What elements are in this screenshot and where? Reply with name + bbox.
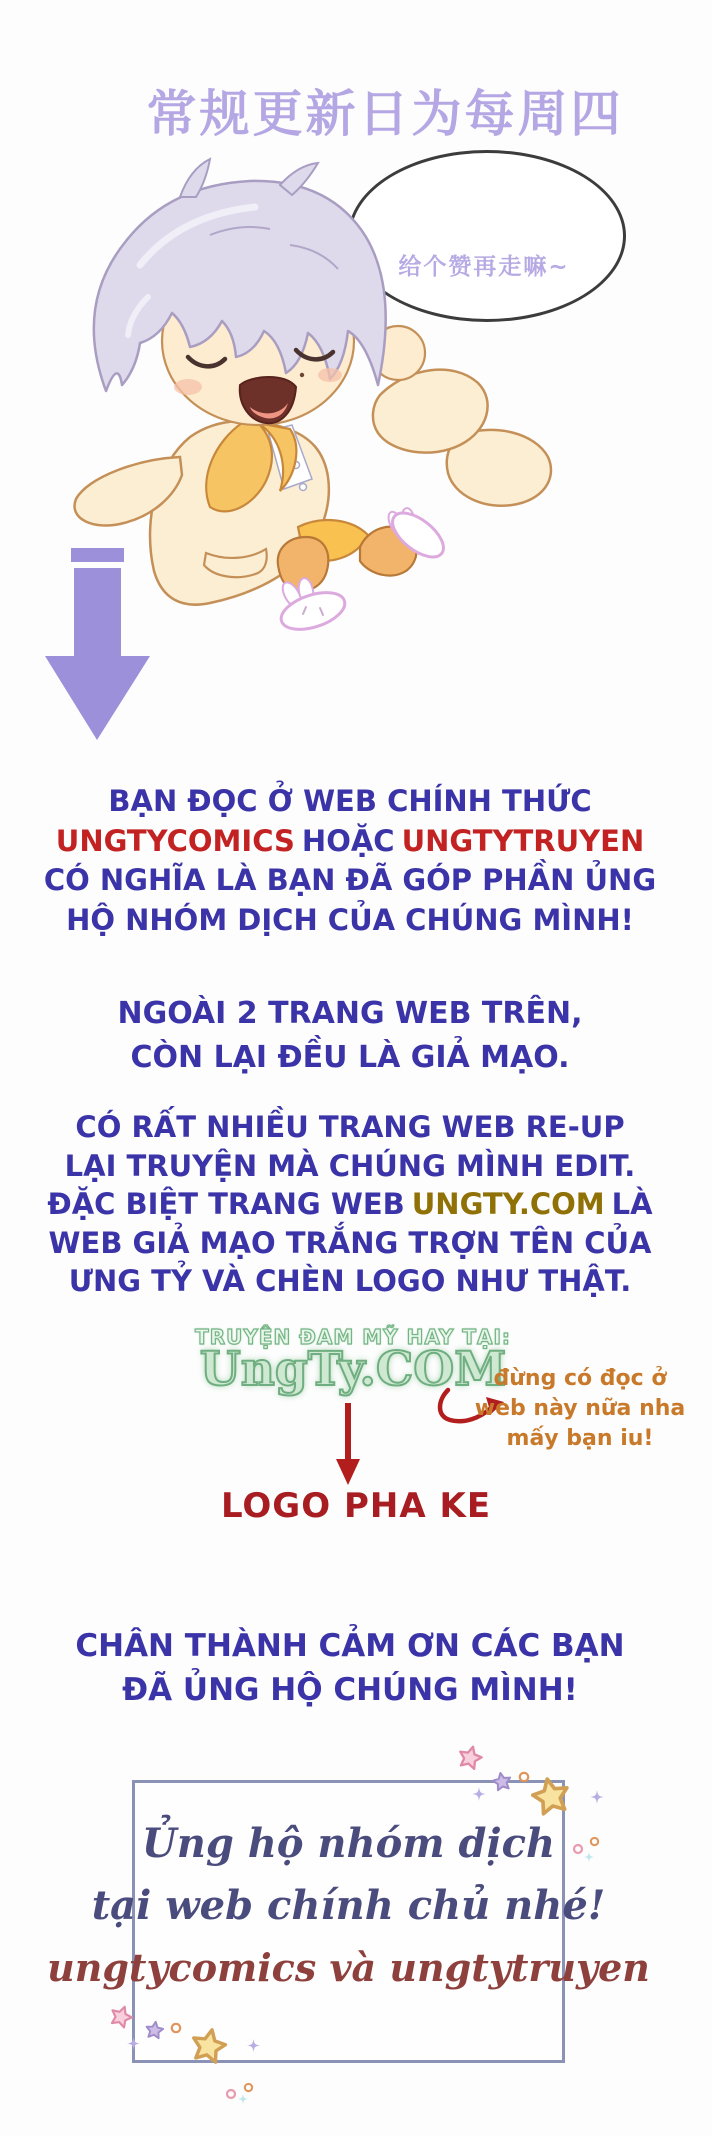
yellow-star-icon bbox=[529, 1775, 573, 1819]
text-line: BẠN ĐỌC Ở WEB CHÍNH THỨC bbox=[108, 784, 592, 818]
orange-dot-icon bbox=[243, 2082, 254, 2093]
text-line: UNGTYCOMICS HOẶC UNGTYTRUYEN bbox=[55, 823, 645, 858]
text-line: HỘ NHÓM DỊCH CỦA CHÚNG MÌNH! bbox=[66, 902, 634, 937]
text-line: CHÂN THÀNH CẢM ƠN CÁC BẠN bbox=[75, 1628, 625, 1664]
text-line: CÓ NGHĨA LÀ BẠN ĐÃ GÓP PHẦN ỦNG bbox=[43, 863, 657, 897]
pink-star-icon bbox=[456, 1744, 484, 1772]
text-line: CÓ RẤT NHIỀU TRANG WEB RE-UP bbox=[75, 1110, 625, 1144]
footer-line: tại web chính chủ nhé! bbox=[91, 1882, 606, 1929]
footer-sites: ungtycomics và ungtytruyen bbox=[47, 1945, 650, 1990]
text-line: mấy bạn iu! bbox=[506, 1426, 654, 1451]
fake-logo-site: UngTy.COM bbox=[199, 1342, 507, 1397]
text-line: CÒN LẠI ĐỀU LÀ GIẢ MẠO. bbox=[130, 1040, 570, 1075]
reup-warning bbox=[0, 1108, 700, 1301]
official-web-notice bbox=[0, 782, 700, 940]
footer-support-box bbox=[47, 1780, 650, 2063]
handwritten-note bbox=[468, 1364, 692, 1454]
text-line: ĐẶC BIỆT TRANG WEB UNGTY.COM LÀ bbox=[47, 1187, 653, 1221]
purple-star-icon bbox=[144, 2020, 165, 2041]
thanks-message bbox=[0, 1624, 700, 1712]
pink-star-icon bbox=[108, 2004, 134, 2030]
text-line: LẠI TRUYỆN MÀ CHÚNG MÌNH EDIT. bbox=[64, 1148, 636, 1183]
sparkle-icon bbox=[471, 1786, 487, 1802]
site-name-ungtytruyen: UNGTYTRUYEN bbox=[401, 823, 645, 858]
speech-bubble-text: 给个赞再走嘛~ bbox=[398, 254, 570, 280]
text-line: ƯNG TỶ VÀ CHÈN LOGO NHƯ THẬT. bbox=[68, 1264, 632, 1298]
site-name-ungty-com: UNGTY.COM bbox=[411, 1187, 605, 1221]
fake-logo-tagline: TRUYỆN ĐAM MỸ HAY TẠI: bbox=[195, 1325, 511, 1349]
sparkle-icon bbox=[583, 1851, 595, 1863]
text-line: đừng có đọc ở bbox=[493, 1366, 667, 1391]
text-line: NGOÀI 2 TRANG WEB TRÊN, bbox=[117, 996, 583, 1031]
text-line: web này nữa nha bbox=[474, 1396, 686, 1421]
page-title: 常规更新日为每周四 bbox=[146, 85, 624, 143]
purple-star-icon bbox=[491, 1771, 513, 1793]
red-down-arrow-icon bbox=[334, 1403, 362, 1487]
chibi-character-illustration bbox=[30, 145, 630, 665]
text-line: ĐÃ ỦNG HỘ CHÚNG MÌNH! bbox=[122, 1672, 578, 1708]
site-name-ungtycomics: UNGTYCOMICS bbox=[55, 823, 295, 858]
yellow-star-icon bbox=[188, 2026, 229, 2067]
sparkle-icon bbox=[126, 2036, 141, 2051]
text-line: WEB GIẢ MẠO TRẮNG TRỢN TÊN CỦA bbox=[48, 1225, 652, 1260]
orange-dot-icon bbox=[170, 2022, 182, 2034]
fake-sites-notice bbox=[0, 992, 700, 1080]
fake-logo-caption: LOGO PHA KE bbox=[220, 1486, 492, 1526]
sparkle-icon bbox=[589, 1789, 605, 1805]
sparkle-icon bbox=[237, 2093, 249, 2105]
footer-line: Ủng hộ nhóm dịch bbox=[141, 1820, 556, 1867]
sparkle-icon bbox=[246, 2038, 261, 2053]
orange-dot-icon bbox=[589, 1836, 600, 1847]
pink-dot-icon bbox=[225, 2088, 237, 2100]
